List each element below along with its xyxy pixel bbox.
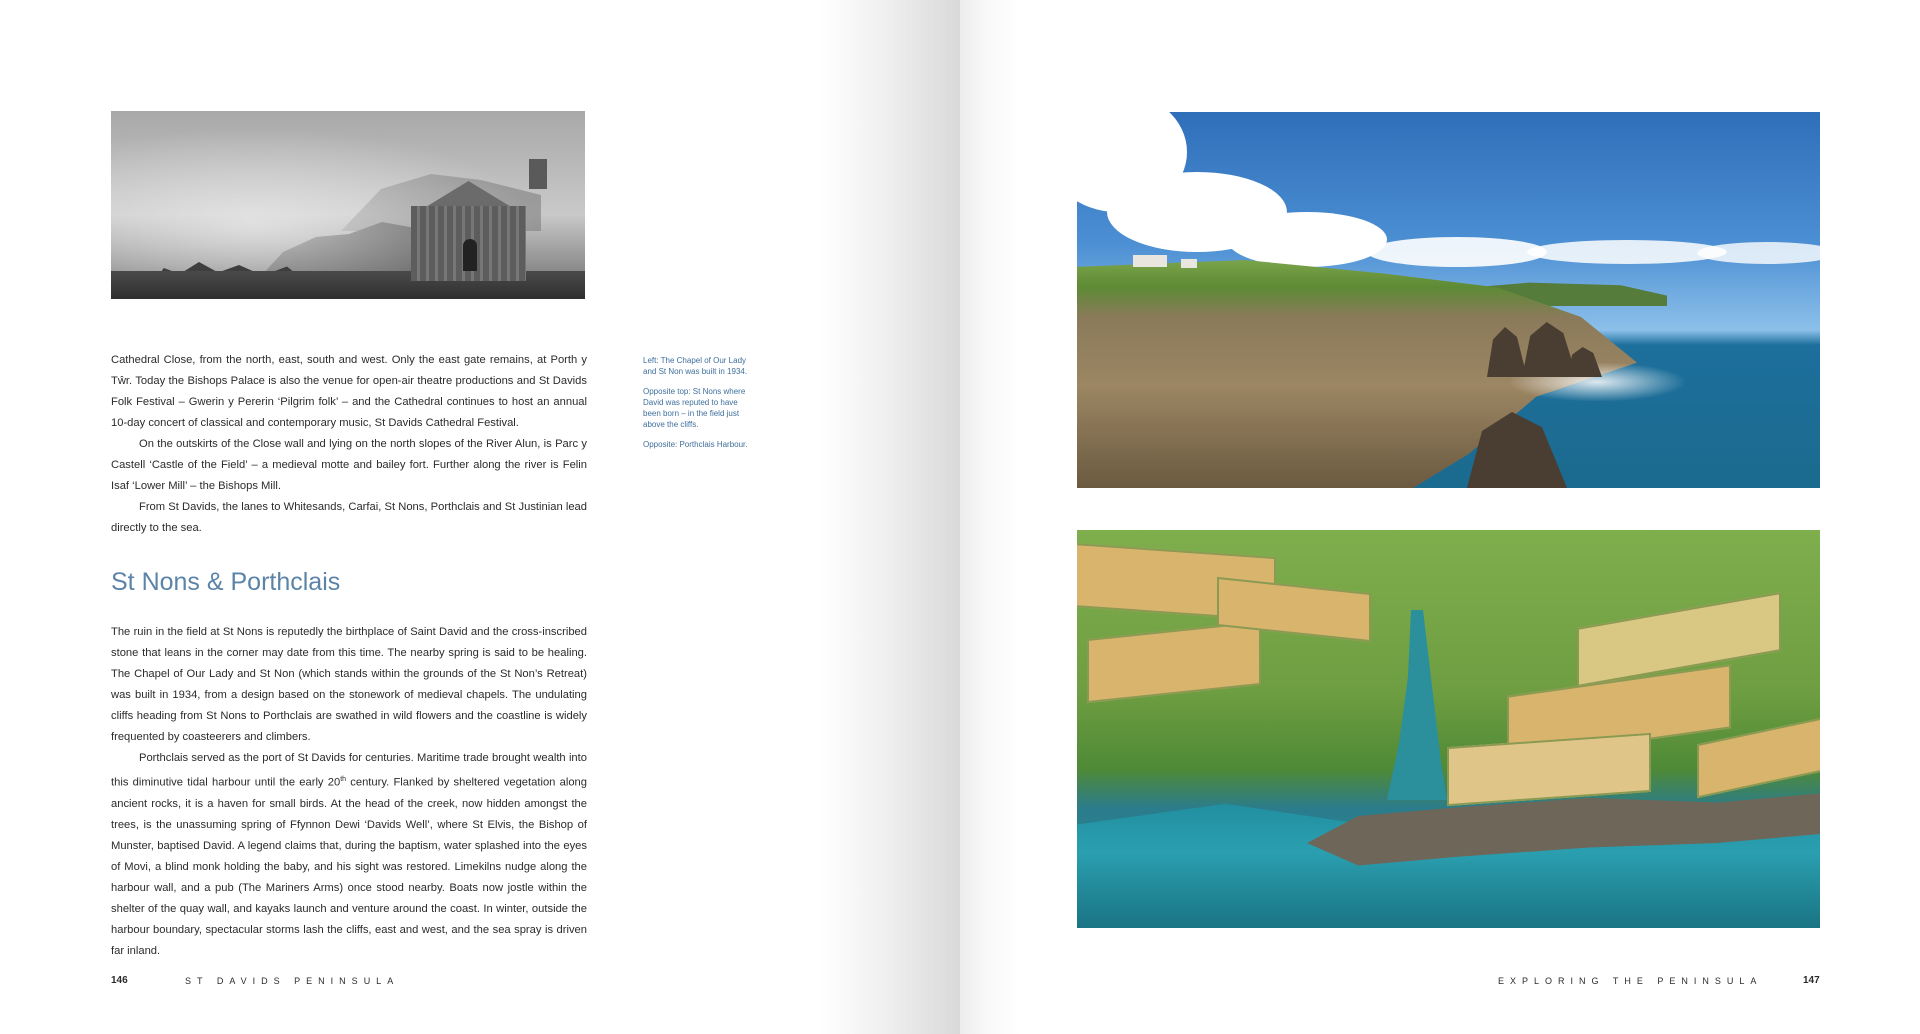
superscript: th bbox=[340, 776, 347, 783]
section-paragraph: The ruin in the field at St Nons is reputedly the birthplace of Saint David and the cross-inscribed stone that leans in the corner may date from this time. The nearby spring is said to be healing. The Chapel of Our Lady and St Non (which stands within the grounds of the St Non’s Retreat) was built in 1934, from a design based on the stonework of medieval chapels. The undulating cliffs heading from St Nons to Porthclais are swathed in wild flowers and the coastline is widely frequented by coasteerers and climbers. bbox=[111, 626, 587, 743]
creek bbox=[1387, 610, 1447, 800]
intro-paragraph: From St Davids, the lanes to Whitesands, Carfai, St Nons, Porthclais and St Justinian lead directly to the sea. bbox=[111, 501, 587, 534]
running-head-right: EXPLORING THE PENINSULA bbox=[1498, 976, 1763, 986]
intro-paragraph: On the outskirts of the Close wall and lying on the north slopes of the River Alun, is Parc y Castell ‘Castle of the Field’ – a medieval motte and bailey fort. Further along the river is Felin Isaf ‘Lower Mill’ – the Bishops Mill. bbox=[111, 438, 587, 492]
section-paragraph bbox=[111, 748, 587, 962]
caption-opposite: Opposite: Porthclais Harbour. bbox=[643, 440, 748, 449]
paragraph-text: Porthclais served as the port of St Davids for centuries. Maritime trade brought wealth into this diminutive tidal harbour until the early 20 bbox=[111, 752, 587, 789]
page-number-right: 147 bbox=[1803, 975, 1820, 986]
chapel-bellcote bbox=[529, 159, 547, 189]
cloud bbox=[1367, 237, 1547, 267]
field bbox=[1087, 621, 1261, 703]
photo-captions bbox=[643, 355, 753, 459]
house bbox=[1181, 259, 1197, 268]
cloud bbox=[1227, 212, 1387, 267]
chapel-photo bbox=[111, 111, 585, 299]
intro-paragraph: Cathedral Close, from the north, east, south and west. Only the east gate remains, at Porth y Tŵr. Today the Bishops Palace is also the venue for open-air theatre productions and St Davids Folk Festival – Gwerin y Pererin ‘Pilgrim folk’ – and the Cathedral continues to host an annual 10-day concert of classical and contemporary music, St Davids Cathedral Festival. bbox=[111, 354, 587, 429]
field bbox=[1447, 733, 1651, 806]
house bbox=[1133, 255, 1167, 267]
intro-text bbox=[111, 350, 587, 539]
cloud bbox=[1697, 242, 1820, 264]
caption-left: Left: The Chapel of Our Lady and St Non was built in 1934. bbox=[643, 356, 748, 376]
section-heading: St Nons & Porthclais bbox=[111, 568, 341, 596]
section-text bbox=[111, 622, 587, 962]
porthclais-harbour-photo bbox=[1077, 530, 1820, 928]
chapel-door bbox=[463, 239, 477, 271]
running-head-left: ST DAVIDS PENINSULA bbox=[185, 976, 400, 986]
page-number-left: 146 bbox=[111, 975, 128, 986]
paragraph-text: century. Flanked by sheltered vegetation along ancient rocks, it is a haven for small birds. At the head of the creek, now hidden amongst the trees, is the unassuming spring of Ffynnon Dewi ‘Davids Well’, where St Elvis, the Bishop of Munster, baptised David. A legend claims that, during the baptism, water splashed into the eyes of Movi, a blind monk holding the baby, and his sight was restored. Limekilns nudge along the harbour wall, and a pub (The Mariners Arms) once stood nearby. Boats now jostle within the shelter of the quay wall, and kayaks launch and venture around the coast. In winter, outside the harbour boundary, spectacular storms lash the cliffs, east and west, and the sea spray is driven far inland. bbox=[111, 776, 587, 957]
st-nons-coast-photo bbox=[1077, 112, 1820, 488]
caption-opposite-top: Opposite top: St Nons where David was reputed to have been born – in the field just above the cliffs. bbox=[643, 387, 746, 429]
